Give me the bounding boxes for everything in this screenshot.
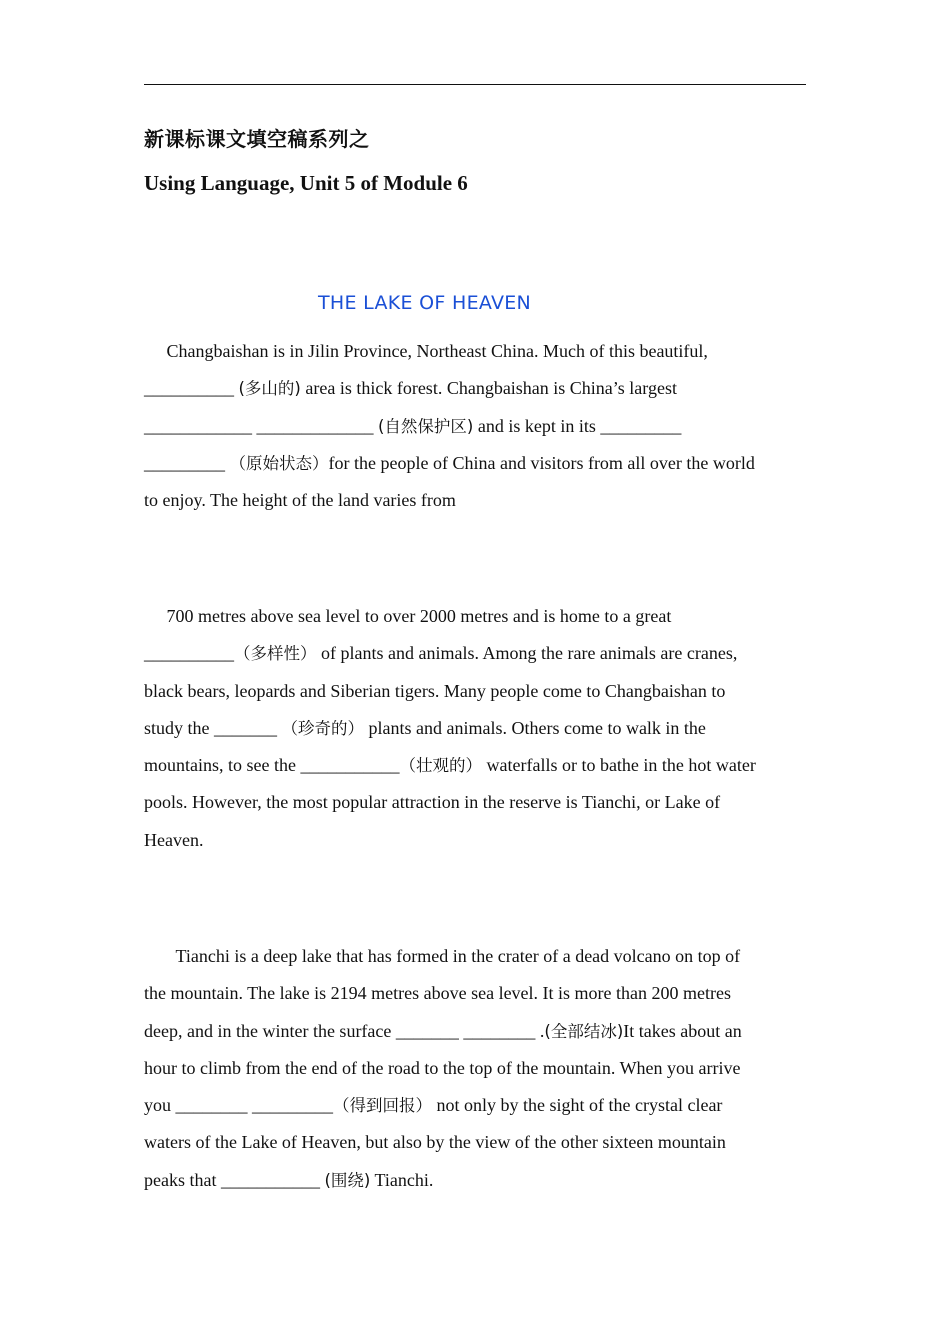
paragraph-line: Tianchi is a deep lake that has formed in the crater of a dead volcano on top of <box>175 946 741 966</box>
paragraph-line: study the _______ （珍奇的） plants and animals. Others come to walk in the <box>144 717 706 738</box>
hint: （壮观的） <box>399 756 482 776</box>
unit-title: Using Language, Unit 5 of Module 6 <box>144 171 468 195</box>
hint: (全部结冰) <box>544 1021 624 1041</box>
paragraph-line: pools. However, the most popular attraction in the reserve is Tianchi, or Lake of <box>144 792 721 813</box>
hint: （得到回报） <box>333 1096 432 1116</box>
paragraph-line: to enjoy. The height of the land varies from <box>144 490 456 511</box>
hint: (自然保护区) <box>378 416 474 436</box>
hint: (围绕) <box>324 1170 371 1190</box>
paragraph-line: waters of the Lake of Heaven, but also by the view of the other sixteen mountain <box>144 1132 726 1153</box>
blank: __________ <box>144 378 239 399</box>
paragraph-line: Heaven. <box>144 829 204 850</box>
paragraph-line: peaks that ___________ (围绕) Tianchi. <box>144 1169 434 1190</box>
hint: （珍奇的） <box>281 718 364 738</box>
paragraph-1 <box>144 333 809 519</box>
blank: ____________ _____________ <box>144 415 378 436</box>
header-rule <box>144 84 806 85</box>
blank: _________ <box>144 452 230 473</box>
hint: (多山的) <box>238 379 301 399</box>
hint: （多样性） <box>234 644 317 664</box>
series-title: 新课标课文填空稿系列之 <box>144 127 370 151</box>
hint: （原始状态） <box>229 453 329 473</box>
paragraph-line: you ________ _________（得到回报） not only by the sight of the crystal clear <box>144 1095 723 1116</box>
paragraph-line: _________ （原始状态）for the people of China and visitors from all over the world <box>144 452 755 473</box>
paragraph-line: Changbaishan is in Jilin Province, Northeast China. Much of this beautiful, <box>166 341 708 361</box>
passage-title: THE LAKE OF HEAVEN <box>318 292 532 314</box>
paragraph-line: ____________ _____________ (自然保护区) and is kept in its _________ <box>144 415 682 436</box>
paragraph-3 <box>144 938 809 1199</box>
paragraph-line: 700 metres above sea level to over 2000 metres and is home to a great <box>166 606 672 626</box>
paragraph-line: the mountain. The lake is 2194 metres above sea level. It is more than 200 metres <box>144 983 732 1004</box>
paragraph-2 <box>144 598 809 859</box>
paragraph-line: __________（多样性） of plants and animals. Among the rare animals are cranes, <box>144 643 738 664</box>
paragraph-line: deep, and in the winter the surface _______ ________ .(全部结冰)It takes about an <box>144 1020 742 1041</box>
paragraph-line: __________ (多山的) area is thick forest. Changbaishan is China’s largest <box>144 378 677 399</box>
paragraph-line: mountains, to see the ___________（壮观的） waterfalls or to bathe in the hot water <box>144 755 756 776</box>
blank: __________ <box>144 643 234 664</box>
paragraph-line: black bears, leopards and Siberian tigers. Many people come to Changbaishan to <box>144 680 726 701</box>
paragraph-line: hour to climb from the end of the road to the top of the mountain. When you arrive <box>144 1057 741 1078</box>
